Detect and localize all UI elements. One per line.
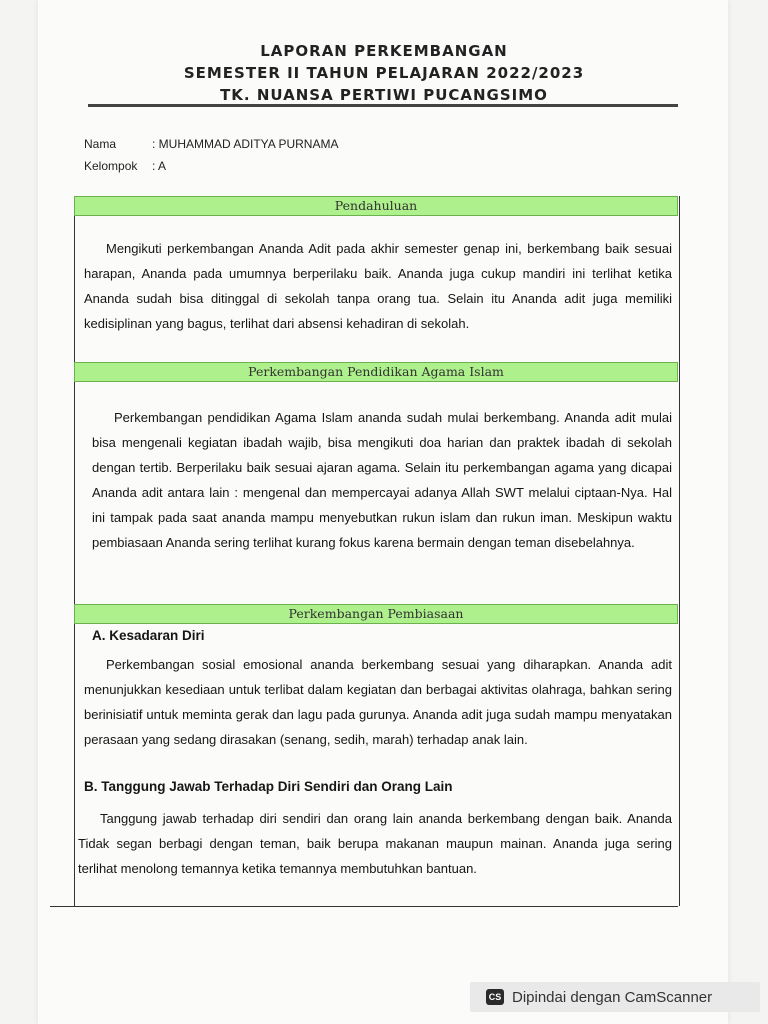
section-text-religion: Perkembangan pendidikan Agama Islam ananda sudah mulai berkembang. Ananda adit mulai bisa mengenali kegiatan ibadah wajib, bisa mengikuti doa harian dan praktek ibadah di sekolah dengan tertib. Berperilaku baik sesuai ajaran agama. Selain itu perkembangan agama yang dicapai Ananda adit antara lain : mengenal dan mempercayai adanya Allah SWT melalui ciptaan-Nya. Hal ini tampak pada saat ananda mampu menyebutkan rukun islam dan rukun iman. Meskipun waktu pembiasaan Ananda sering terlihat kurang fokus karena bermain dengan teman disebelahnya.	[92, 410, 672, 550]
subsection-heading-self-awareness: A. Kesadaran Diri	[92, 628, 205, 643]
student-name-value: : MUHAMMAD ADITYA PURNAMA	[152, 137, 339, 151]
section-title-religion: Perkembangan Pendidikan Agama Islam	[74, 362, 678, 382]
subsection-text-responsibility: Tanggung jawab terhadap diri sendiri dan orang lain ananda berkembang dengan baik. Ananda Tidak segan berbagi dengan teman, baik berupa makanan maupun mainan. Ananda juga sering terlihat menolong temannya ketika temannya membutuhkan bantuan.	[78, 811, 672, 876]
header-divider	[88, 104, 678, 107]
section-title-habituation: Perkembangan Pembiasaan	[74, 604, 678, 624]
camscanner-icon: CS	[486, 989, 504, 1005]
student-group-label: Kelompok	[84, 159, 138, 173]
subsection-text-self-awareness: Perkembangan sosial emosional ananda berkembang sesuai yang diharapkan. Ananda adit menunjukkan kesediaan untuk terlibat dalam kegiatan dan berbagai aktivitas olahraga, bahkan sering berinisiatif untuk meminta gerak dan lagu pada gurunya. Ananda adit juga sudah mampu menyatakan perasaan yang sedang dirasakan (senang, sedih, marah) terhadap anak lain.	[84, 657, 672, 747]
report-title: LAPORAN PERKEMBANGAN	[260, 42, 508, 60]
report-header	[0, 40, 768, 106]
section-title-introduction: Pendahuluan	[74, 196, 678, 216]
student-name-row	[84, 137, 338, 151]
camscanner-label: Dipindai dengan CamScanner	[512, 988, 713, 1006]
student-group-row	[84, 159, 166, 173]
report-semester: SEMESTER II TAHUN PELAJARAN 2022/2023	[183, 64, 585, 82]
section-text-introduction: Mengikuti perkembangan Ananda Adit pada akhir semester genap ini, berkembang baik sesuai harapan, Ananda pada umumnya berperilaku baik. Ananda juga cukup mandiri ini terlihat ketika Ananda sudah bisa ditinggal di sekolah tanpa orang tua. Selain itu Ananda adit juga memiliki kedisiplinan yang bagus, terlihat dari absensi kehadiran di sekolah.	[84, 241, 672, 331]
subsection-heading-responsibility: B. Tanggung Jawab Terhadap Diri Sendiri dan Orang Lain	[84, 779, 453, 794]
section-bottom-border	[50, 906, 678, 907]
student-group-value: : A	[152, 159, 167, 173]
student-name-label: Nama	[84, 137, 117, 151]
report-school: TK. NUANSA PERTIWI PUCANGSIMO	[220, 86, 548, 104]
camscanner-watermark	[470, 982, 760, 1012]
